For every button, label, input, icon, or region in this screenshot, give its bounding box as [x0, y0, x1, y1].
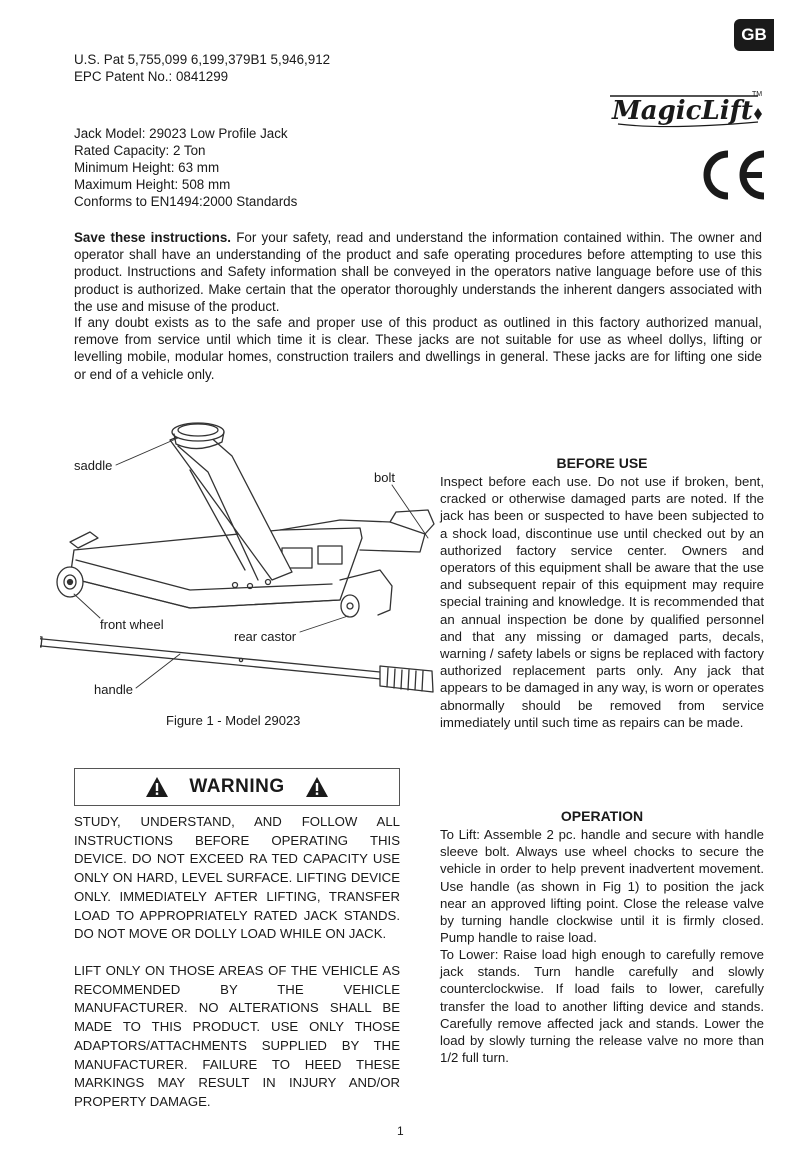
logo-wordmark: MagicLift [612, 96, 753, 126]
label-rear-castor: rear castor [234, 629, 297, 644]
intro-text: For your safety, read and understand the information contained within. The owner and operator shall have an understanding of the product and safe operating procedures before attempting to use this product. Instructions and Safety information shall be conveyed in the operators native language before use of this product is authorized. Make certain that the operator thoroughly understands the inherent dangers associated with the use and misuse of the product. [74, 230, 762, 314]
front-wheel-drawing [57, 567, 83, 597]
front-wheel-leader [74, 594, 100, 618]
figure-caption: Figure 1 - Model 29023 [166, 713, 301, 728]
page-number: 1 [397, 1124, 404, 1138]
spec-jack-model: Jack Model: 29023 Low Profile Jack [74, 126, 288, 141]
saddle-leader [116, 438, 178, 465]
warning-triangle-icon-right [305, 776, 329, 798]
patent-line-us: U.S. Pat 5,755,099 6,199,379B1 5,946,912 [74, 52, 331, 67]
jack-figure [40, 410, 440, 710]
trademark-mark: TM [752, 91, 763, 98]
warning-triangle-icon [145, 776, 169, 798]
ce-mark [698, 150, 768, 200]
warning-title: WARNING [189, 776, 285, 797]
before-use-text: Inspect before each use. Do not use if broken, bent, cracked or otherwise damaged parts are noted. If the jack has been or suspected to have been subjected to a shock load, discontinue use until checked out by an authorized factory service center. Owners and operators of this equipment shall be aware that the use and subsequent repair of this equipment may require special training and knowledge. It is recommended that an annual inspection be done by qualified personnel and that any missing or damaged parts, decals, warning / safety labels or signs be replaced with factory authorized replacement parts only. Any jack that appears to be damaged in any way, is worn or operates abnormally should be removed from service immediately until such time as repairs can be made. [440, 474, 764, 730]
operation-lift-text: To Lift: Assemble 2 pc. handle and secure with handle sleeve bolt. Always use wheel chocks to secure the vehicle in order to help prevent inadvertent movement. Use handle (as shown in Fig 1) to position the jack near an approved lifting point. Close the release valve by turning handle clockwise until it is firmly closed. Pump handle to raise load. [440, 827, 764, 946]
spec-min-height: Minimum Height: 63 mm [74, 160, 220, 175]
operation-title: OPERATION [560, 808, 644, 824]
label-front-wheel: front wheel [100, 617, 164, 632]
spec-rated-capacity: Rated Capacity: 2 Ton [74, 143, 206, 158]
intro-bold-lead: Save these instructions. [74, 230, 232, 245]
label-bolt: bolt [374, 470, 395, 485]
magiclift-logo [608, 86, 768, 134]
before-use-title: BEFORE USE [556, 455, 648, 471]
language-badge: GB [734, 19, 774, 51]
handle-leader [136, 654, 180, 688]
label-saddle: saddle [74, 458, 113, 473]
operation-lower-text: To Lower: Raise load high enough to carefully remove jack stands. Turn handle carefully and slowly counterclockwise. If load fails to lower, carefully transfer the load to another lifting device and stands. Carefully remove affected jack and stands. Lower the load by slowly turning the release valve no more than 1/2 full turn. [440, 947, 764, 1066]
intro-paragraph-2: If any doubt exists as to the safe and proper use of this product as outlined in this factory authorized manual, remove from service until which time it is clear. These jacks are not suitable for use as wheel dollys, lifting or levelling mobile, modular homes, construction trailers and dwellings in general. These jacks are for lifting one side or end of a vehicle only. [74, 315, 762, 382]
warning-text-1: STUDY, UNDERSTAND, AND FOLLOW ALL INSTRUCTIONS BEFORE OPERATING THIS DEVICE. DO NOT EXCEED RA TED CAPACITY USE ONLY ON HARD, LEVEL SURFACE. LIFTING DEVICE ONLY. IMMEDIATELY AFTER LIFTING, TRANSFER LOAD TO APPROPRIATELY RATED JACK STANDS. DO NOT MOVE OR DOLLY LOAD WHILE ON JACK. [74, 814, 400, 942]
intro-paragraph [74, 229, 762, 315]
warning-text-2: LIFT ONLY ON THOSE AREAS OF THE VEHICLE AS RECOMMENDED BY THE VEHICLE MANUFACTURER. NO ALTERATIONS SHALL BE MADE TO THIS PRODUCT. USE ONLY THOSE ADAPTORS/ATTACHMENTS SUPPLIED BY THE MANUFACTURER. FAILURE TO HEED THESE MARKINGS MAY RESULT IN INJURY AND/OR PROPERTY DAMAGE. [74, 963, 400, 1109]
spec-standard: Conforms to EN1494:2000 Standards [74, 194, 298, 209]
label-handle: handle [94, 682, 134, 697]
spec-max-height: Maximum Height: 508 mm [74, 177, 231, 192]
patent-line-epc: EPC Patent No.: 0841299 [74, 69, 229, 84]
warning-header [74, 768, 400, 806]
rear-castor-leader [300, 616, 348, 632]
